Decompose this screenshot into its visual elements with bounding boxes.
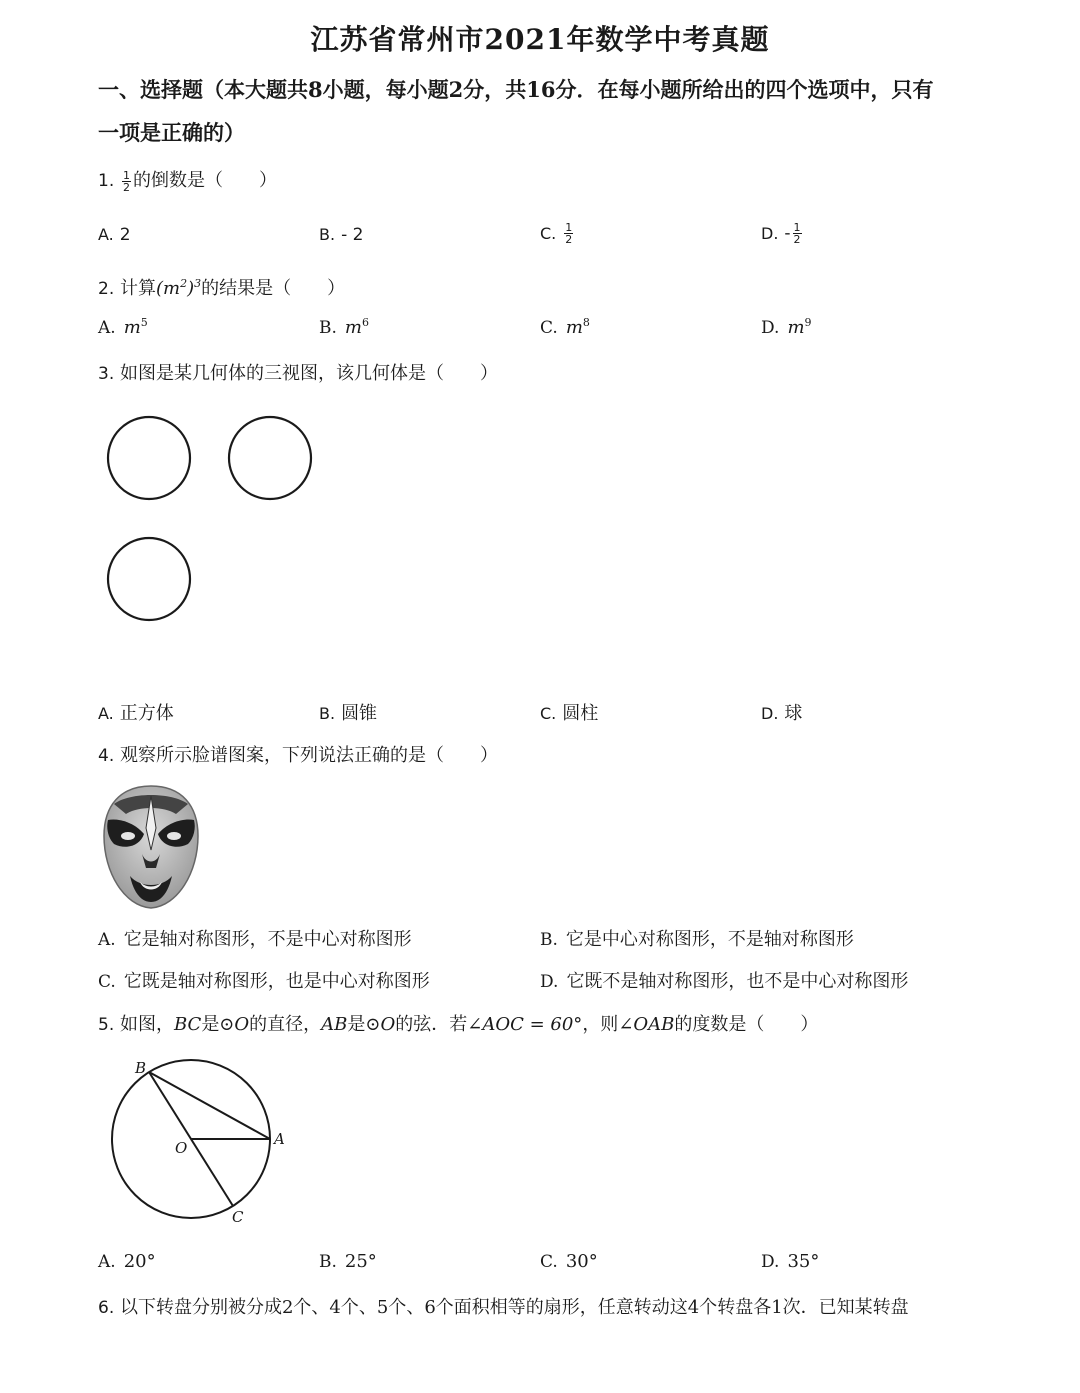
three-views-figure [95, 405, 335, 635]
top-view-circle [108, 538, 190, 620]
option-b: B. 它是中心对称图形，不是轴对称图形 [540, 929, 854, 950]
option-b: B. 圆锥 [319, 703, 378, 724]
mask-right-eye [167, 832, 181, 840]
expression: $(m^2)^3$ [155, 277, 202, 299]
option-d: D. 它既不是轴对称图形，也不是中心对称图形 [540, 971, 909, 992]
fraction: $\frac{1}{2}$ [565, 221, 573, 246]
option-b: B. 25° [319, 1251, 377, 1272]
option-b: B. $m^6$ [319, 316, 369, 338]
option-a: A. 2 [98, 225, 131, 245]
question-number: 1. [98, 171, 115, 191]
section-heading-line1: 一、选择题（本大题共8小题，每小题2分，共16分．在每小题所给出的四个选项中，只有 [98, 77, 934, 102]
mask-left-eye [121, 832, 135, 840]
label-b: B [135, 1059, 147, 1077]
label-c: C [232, 1208, 244, 1226]
fraction: $\frac{1}{2}$ [793, 221, 801, 246]
side-view-circle [229, 417, 311, 499]
chord-ab [149, 1072, 270, 1139]
question-3: 3. 如图是某几何体的三视图，该几何体是（ ） [98, 363, 498, 384]
fraction: $\frac{1}{2}$ [122, 168, 130, 194]
question-5: 5. 如图，BC是⊙O的直径，AB是⊙O的弦．若∠AOC = 60°，则∠OAB的度数是（ ） [98, 1014, 819, 1035]
page-title: 江苏省常州市2021年数学中考真题 [310, 23, 770, 56]
option-c: C. $m^8$ [540, 316, 590, 338]
label-a: A [274, 1130, 285, 1148]
question-4: 4. 观察所示脸谱图案，下列说法正确的是（ ） [98, 745, 498, 766]
option-d: D. $m^9$ [761, 316, 812, 338]
option-a: A. 正方体 [98, 703, 174, 724]
circle-geometry-figure [100, 1055, 300, 1230]
label-o: O [175, 1139, 188, 1157]
question-6: 6. 以下转盘分别被分成2个、4个、5个、6个面积相等的扇形，任意转动这4个转盘各1次．已知某转盘 [98, 1297, 909, 1318]
option-d: D. - $\frac{1}{2}$ [761, 221, 801, 246]
opera-mask-image [100, 784, 202, 910]
question-text: 的倒数是（ ） [132, 170, 277, 191]
option-a: A. 20° [98, 1251, 156, 1272]
option-d: D. 球 [761, 703, 803, 724]
section-heading-line2: 一项是正确的） [98, 120, 245, 145]
option-a: A. $m^5$ [98, 316, 148, 338]
option-c: C. $\frac{1}{2}$ [540, 221, 573, 246]
question-2: 2. 计算$(m^2)^3$的结果是（ ） [98, 277, 346, 299]
option-d: D. 35° [761, 1251, 820, 1272]
option-a: A. 它是轴对称图形，不是中心对称图形 [98, 929, 412, 950]
option-c: C. 圆柱 [540, 703, 599, 724]
option-c: C. 30° [540, 1251, 598, 1272]
option-b: B. - 2 [319, 225, 364, 245]
question-1 [98, 166, 277, 193]
front-view-circle [108, 417, 190, 499]
option-c: C. 它既是轴对称图形，也是中心对称图形 [98, 971, 430, 992]
